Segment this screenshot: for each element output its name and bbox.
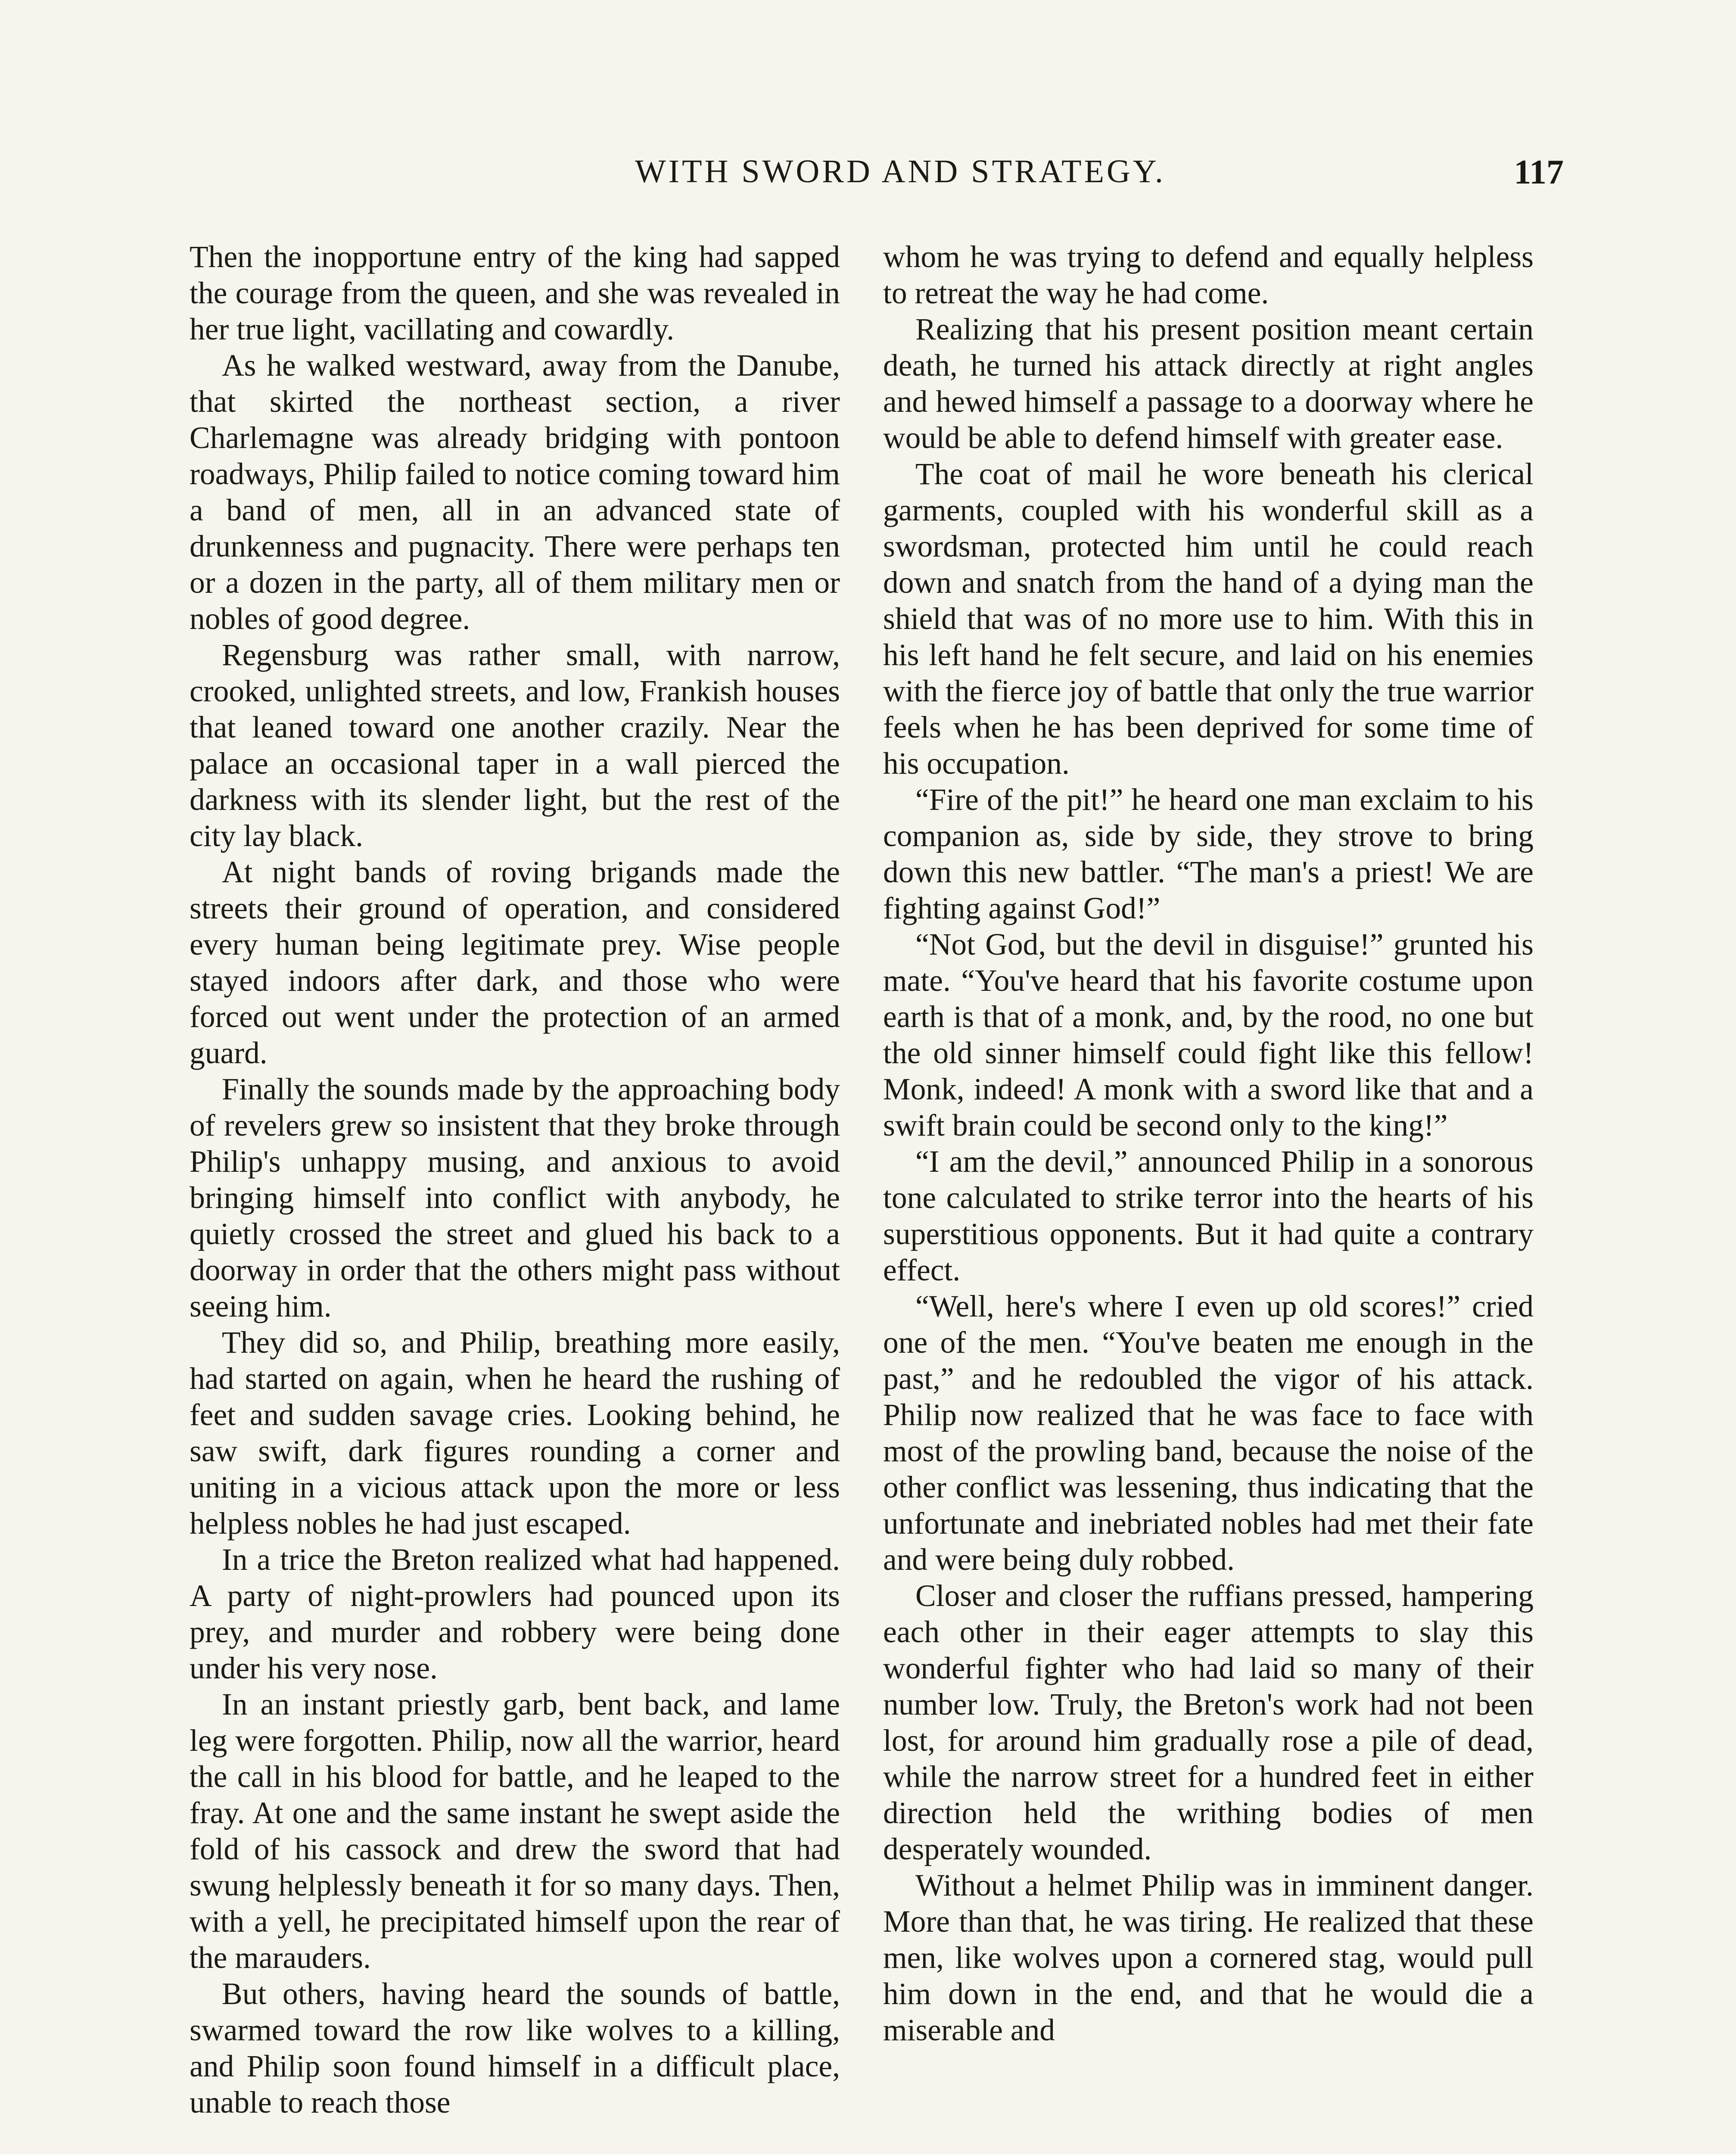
paragraph: “I am the devil,” announced Philip in a sonorous tone calculated to strike terror into the hearts of his superstitious opponents. But it had quite a contrary effect. [883, 1145, 1534, 1287]
paragraph: At night bands of roving brigands made the streets their ground of operation, and considered every human being legitimate prey. Wise people stayed indoors after dark, and those who were forced out went under the protection of an armed guard. [190, 855, 840, 1070]
paragraph: whom he was trying to defend and equally helpless to retreat the way he had come. [883, 240, 1534, 310]
paragraph: They did so, and Philip, breathing more easily, had started on again, when he heard the rushing of feet and sudden savage cries. Looking behind, he saw swift, dark figures rounding a corner and uniting in a vicious attack upon the more or less helpless nobles he had just escaped. [190, 1326, 840, 1541]
paragraph: Without a helmet Philip was in imminent danger. More than that, he was tiring. He realized that these men, like wolves upon a cornered stag, would pull him down in the end, and that he would die a miserable and [883, 1868, 1534, 2047]
paragraph: In a trice the Breton realized what had happened. A party of night-prowlers had pounced upon its prey, and murder and robbery were being done under his very nose. [190, 1543, 840, 1685]
paragraph: Closer and closer the ruffians pressed, hampering each other in their eager attempts to slay this wonderful fighter who had laid so many of their number low. Truly, the Breton's work had not been lost, for around him gradually rose a pile of dead, while the narrow street for a hundred feet in either direction held the writhing bodies of men desperately wounded. [883, 1579, 1534, 1866]
paragraph: Then the inopportune entry of the king had sapped the courage from the queen, and she was revealed in her true light, vacillating and cowardly. [190, 240, 840, 346]
paragraph: “Fire of the pit!” he heard one man exclaim to his companion as, side by side, they strove to bring down this new battler. “The man's a priest! We are fighting against God!” [883, 783, 1534, 925]
paragraph: The coat of mail he wore beneath his clerical garments, coupled with his wonderful skill as a swordsman, protected him until he could reach down and snatch from the hand of a dying man the shield that was of no more use to him. With this in his left hand he felt secure, and laid on his enemies with the fierce joy of battle that only the true warrior feels when he has been deprived for some time of his occupation. [883, 457, 1534, 781]
page-number: 117 [1514, 153, 1564, 191]
paragraph: In an instant priestly garb, bent back, and lame leg were forgotten. Philip, now all the warrior, heard the call in his blood for battle, and he leaped to the fray. At one and the same instant he swept aside the fold of his cassock and drew the sword that had swung helplessly beneath it for so many days. Then, with a yell, he precipitated himself upon the rear of the marauders. [190, 1687, 840, 1975]
paragraph: Realizing that his present position meant certain death, he turned his attack directly at right angles and hewed himself a passage to a doorway where he would be able to defend himself with greater ease. [883, 312, 1534, 455]
paragraph: Finally the sounds made by the approaching body of revelers grew so insistent that they broke through Philip's unhappy musing, and anxious to avoid bringing himself into conflict with anybody, he quietly crossed the street and glued his back to a doorway in order that the others might pass without seeing him. [190, 1072, 840, 1323]
paragraph: “Not God, but the devil in disguise!” grunted his mate. “You've heard that his favorite costume upon earth is that of a monk, and, by the rood, no one but the old sinner himself could fight like this fellow! Monk, indeed! A monk with a sword like that and a swift brain could be second only to the king!” [883, 928, 1534, 1142]
paragraph: Regensburg was rather small, with narrow, crooked, unlighted streets, and low, Frankish houses that leaned toward one another crazily. Near the palace an occasional taper in a wall pierced the darkness with its slender light, but the rest of the city lay black. [190, 638, 840, 853]
paragraph: But others, having heard the sounds of battle, swarmed toward the row like wolves to a killing, and Philip soon found himself in a difficult place, unable to reach those [190, 1977, 840, 2120]
paragraph: As he walked westward, away from the Danube, that skirted the northeast section, a river Charlemagne was already bridging with pontoon roadways, Philip failed to notice coming toward him a band of men, all in an advanced state of drunkenness and pugnacity. There were perhaps ten or a dozen in the party, all of them military men or nobles of good degree. [190, 349, 840, 636]
right-column [883, 239, 1534, 2048]
running-head: WITH SWORD AND STRATEGY. [635, 153, 1166, 190]
paragraph: “Well, here's where I even up old scores!” cried one of the men. “You've beaten me enough in the past,” and he redoubled the vigor of his attack. Philip now realized that he was face to face with most of the prowling band, because the noise of the other conflict was lessening, thus indicating that the unfortunate and inebriated nobles had met their fate and were being duly robbed. [883, 1289, 1534, 1577]
left-column [190, 239, 840, 2121]
